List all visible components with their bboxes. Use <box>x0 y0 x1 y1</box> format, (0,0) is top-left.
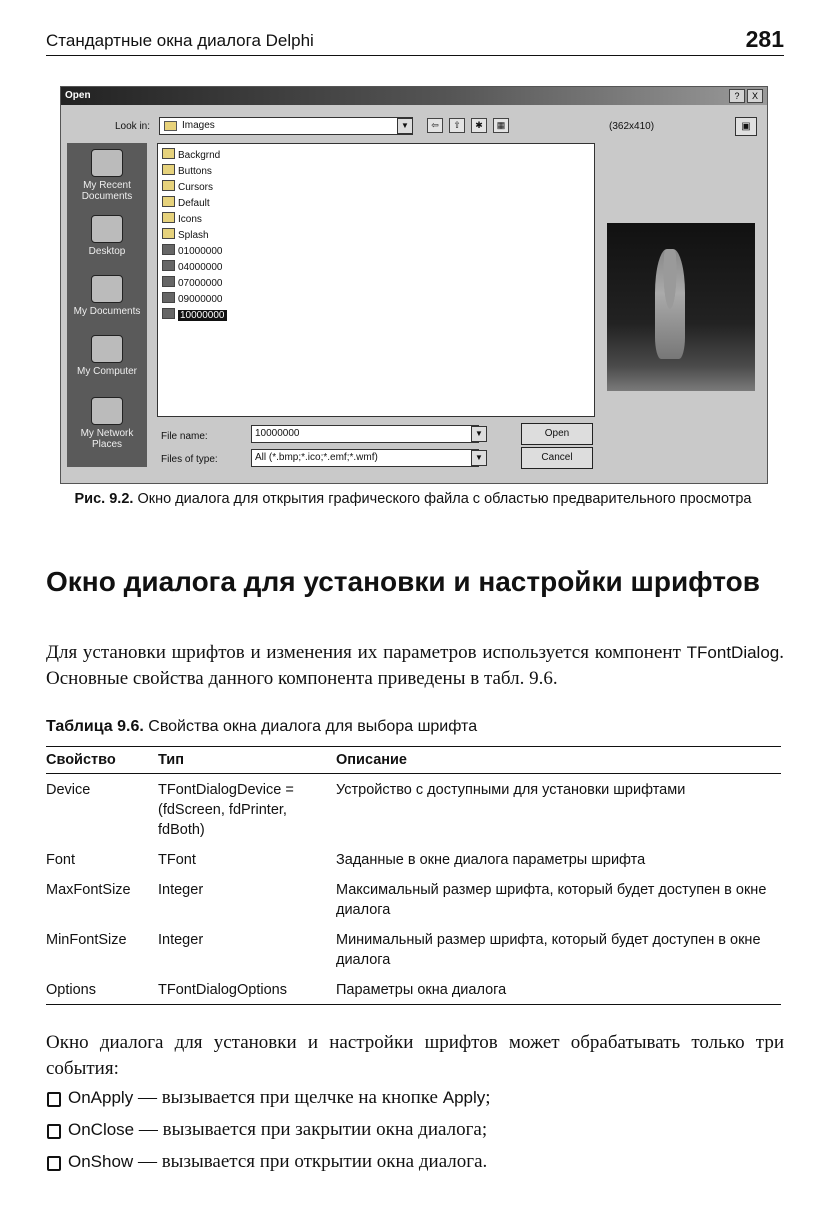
cell-description: Максимальный размер шрифта, который будет доступен в окне диалога <box>336 882 767 918</box>
event-extra: Apply <box>442 1088 486 1107</box>
list-item[interactable]: Buttons <box>162 164 212 179</box>
file-type-dropdown-button[interactable]: ▼ <box>471 450 487 466</box>
checkbox-bullet-icon <box>47 1124 61 1139</box>
running-header <box>46 28 784 56</box>
new-folder-icon[interactable]: ✱ <box>471 118 487 133</box>
cell-property: Device <box>46 782 91 798</box>
folder-icon <box>162 148 175 159</box>
table-caption <box>46 718 477 736</box>
look-in-value: Images <box>182 120 215 131</box>
event-tail: ; <box>485 1087 491 1108</box>
column-header-property: Свойство <box>46 747 158 774</box>
cell-type: TFontDialogOptions <box>158 974 336 1005</box>
places-bar <box>67 143 147 467</box>
look-in-dropdown-button[interactable]: ▼ <box>397 118 413 134</box>
file-name-value: 10000000 <box>255 428 300 439</box>
image-file-icon <box>162 260 175 271</box>
folder-icon <box>162 180 175 191</box>
cell-description: Заданные в окне диалога параметры шрифта <box>336 852 646 868</box>
cell-property: Options <box>46 974 158 1005</box>
list-item <box>46 1114 491 1146</box>
place-my-computer[interactable] <box>67 335 147 377</box>
cell-type: TFont <box>158 852 196 868</box>
view-menu-icon[interactable]: ▦ <box>493 118 509 133</box>
desktop-icon <box>91 215 123 243</box>
list-item[interactable]: Backgrnd <box>162 148 220 163</box>
folder-icon <box>162 212 175 223</box>
image-file-icon <box>162 244 175 255</box>
table-row <box>46 774 781 845</box>
column-header-type: Тип <box>158 747 336 774</box>
look-in-combobox[interactable] <box>159 117 413 135</box>
event-text: — вызывается при щелчке на кнопке <box>133 1087 443 1108</box>
place-label: Desktop <box>88 246 126 257</box>
events-intro-paragraph: Окно диалога для установки и настройки шрифтов может обрабатывать только три события: <box>46 1032 784 1079</box>
list-item-selected[interactable]: 10000000 <box>162 308 227 323</box>
intro-text: Для установки шрифтов и изменения их параметров используется компонент <box>46 642 681 663</box>
cancel-button[interactable]: Cancel <box>521 447 593 469</box>
cell-description: Минимальный размер шрифта, который будет доступен в окне диалога <box>336 932 761 968</box>
list-item <box>46 1082 491 1114</box>
intro-text-end: . Основные свойства данного компонента приведены в табл. 9.6. <box>46 642 784 689</box>
cell-type: TFontDialogDevice = (fdScreen, fdPrinter, fdBoth) <box>158 782 294 838</box>
file-name-label: File name: <box>161 431 208 442</box>
component-name: TFontDialog <box>686 643 780 662</box>
section-heading: Окно диалога для установки и настройки шрифтов <box>46 566 760 597</box>
figure-caption-label: Рис. 9.2. <box>74 491 134 507</box>
event-name: OnShow <box>68 1152 134 1171</box>
list-item[interactable]: Default <box>162 196 210 211</box>
file-type-value: All (*.bmp;*.ico;*.emf;*.wmf) <box>255 452 378 463</box>
event-name: OnClose <box>68 1120 135 1139</box>
checkbox-bullet-icon <box>47 1092 61 1107</box>
folder-icon <box>162 228 175 239</box>
up-folder-icon[interactable]: ⇧ <box>449 118 465 133</box>
cell-description: Параметры окна диалога <box>336 974 781 1005</box>
look-in-label: Look in: <box>115 121 151 132</box>
figure-caption <box>60 490 766 509</box>
list-item[interactable]: Splash <box>162 228 209 243</box>
image-dimensions: (362x410) <box>609 121 655 132</box>
my-computer-icon <box>91 335 123 363</box>
image-file-icon <box>162 308 175 319</box>
place-label: My Recent Documents <box>81 180 133 202</box>
event-text: — вызывается при закрытии окна диалога; <box>134 1119 488 1140</box>
back-icon[interactable]: ⇦ <box>427 118 443 133</box>
folder-icon <box>162 196 175 207</box>
cell-type: Integer <box>158 882 204 898</box>
folder-icon <box>162 164 175 175</box>
preview-toggle-icon[interactable]: ▣ <box>735 117 757 136</box>
table-caption-label: Таблица 9.6. <box>46 718 144 735</box>
list-item <box>46 1146 491 1178</box>
dialog-title: Open <box>65 90 91 101</box>
event-text: — вызывается при открытии окна диалога. <box>133 1151 488 1172</box>
image-file-icon <box>162 276 175 287</box>
list-item[interactable]: 01000000 <box>162 244 223 259</box>
open-dialog-screenshot <box>60 86 768 484</box>
checkbox-bullet-icon <box>47 1156 61 1171</box>
table-row <box>46 844 781 874</box>
open-button[interactable]: Open <box>521 423 593 445</box>
image-preview <box>607 223 755 391</box>
place-label: My Documents <box>73 306 141 317</box>
list-item[interactable]: Icons <box>162 212 202 227</box>
figure-caption-text: Окно диалога для открытия графического файла с областью предварительного просмотра <box>137 491 752 507</box>
file-name-dropdown-button[interactable]: ▼ <box>471 426 487 442</box>
events-list <box>46 1082 491 1178</box>
recent-documents-icon <box>91 149 123 177</box>
running-header-title: Стандартные окна диалога Delphi <box>46 31 314 50</box>
intro-paragraph <box>46 640 784 692</box>
cell-description: Устройство с доступными для установки шрифтами <box>336 782 686 798</box>
cell-property: MinFontSize <box>46 932 127 948</box>
close-button[interactable]: X <box>747 89 763 103</box>
file-list[interactable] <box>157 143 595 417</box>
image-file-icon <box>162 292 175 303</box>
properties-table <box>46 746 781 1005</box>
cell-type: Integer <box>158 932 204 948</box>
list-item[interactable]: Cursors <box>162 180 213 195</box>
list-item[interactable]: 09000000 <box>162 292 223 307</box>
place-desktop[interactable] <box>67 215 147 257</box>
my-documents-icon <box>91 275 123 303</box>
table-caption-text: Свойства окна диалога для выбора шрифта <box>148 718 478 735</box>
list-item[interactable]: 04000000 <box>162 260 223 275</box>
file-type-select[interactable] <box>251 449 479 467</box>
folder-icon <box>164 121 177 131</box>
place-my-documents[interactable] <box>67 275 147 317</box>
event-name: OnApply <box>68 1088 134 1107</box>
page-number: 281 <box>745 26 784 52</box>
place-label: My Computer <box>76 366 137 377</box>
cell-property: MaxFontSize <box>46 882 131 898</box>
list-item[interactable]: 07000000 <box>162 276 223 291</box>
place-recent-documents[interactable] <box>67 149 147 202</box>
help-button[interactable]: ? <box>729 89 745 103</box>
table-row <box>46 874 781 924</box>
file-type-label: Files of type: <box>161 454 218 465</box>
cell-property: Font <box>46 852 76 868</box>
kitten-preview-image <box>655 249 685 359</box>
place-network[interactable] <box>67 397 147 450</box>
table-header-row <box>46 747 781 774</box>
column-header-description: Описание <box>336 747 781 774</box>
table-row <box>46 924 781 974</box>
dialog-toolbar <box>427 118 509 133</box>
file-name-input[interactable] <box>251 425 479 443</box>
dialog-titlebar <box>61 87 767 105</box>
place-label: My Network Places <box>80 428 134 450</box>
table-row <box>46 974 781 1005</box>
network-places-icon <box>91 397 123 425</box>
